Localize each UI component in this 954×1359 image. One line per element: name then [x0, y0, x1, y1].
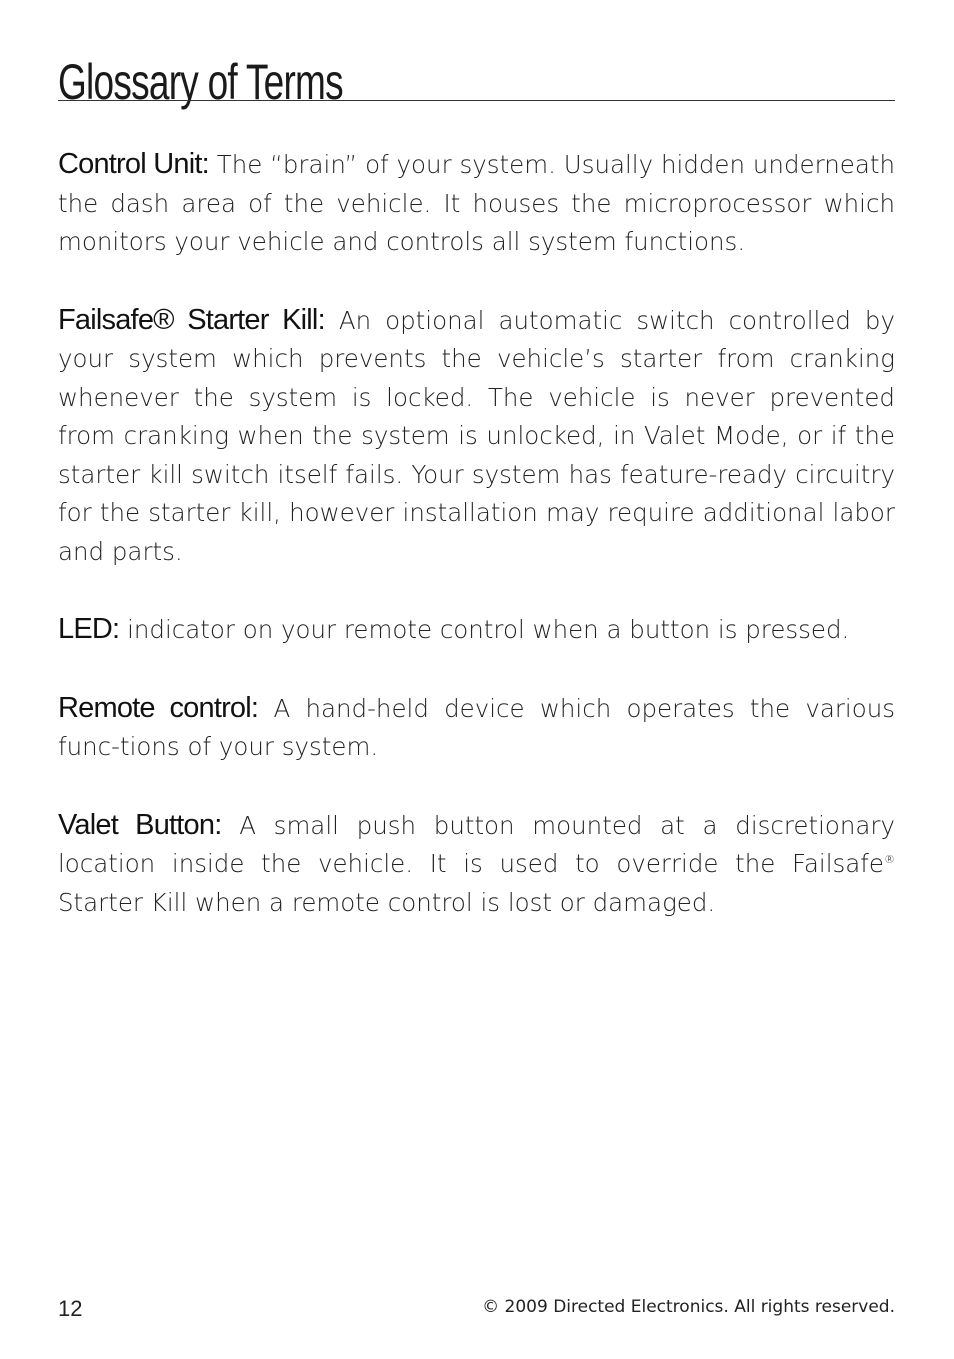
- glossary-entry-failsafe-starter-kill: [58, 301, 895, 572]
- term-description: The “brain” of your system. Usually hidden underneath the dash area of the vehicle. It houses the microprocessor which monitors your vehicle and controls all system functions.: [58, 150, 895, 256]
- glossary-list: [58, 145, 895, 961]
- title-divider: [58, 100, 895, 101]
- glossary-entry-led: [58, 610, 895, 650]
- term-label: Remote control:: [58, 691, 259, 724]
- glossary-entry-valet-button: [58, 806, 895, 923]
- term-description: An optional automatic switch controlled by your system which prevents the vehicle’s starter from cranking whenever the system is locked. The vehicle is never prevented from cranking when the system is unlocked, in Valet Mode, or if the starter kill switch itself fails. Your system has feature-ready circuitry for the starter kill, however installation may require additional labor and parts.: [58, 305, 895, 566]
- page-title: Glossary of Terms: [58, 54, 343, 110]
- page-number: 12: [58, 1296, 83, 1321]
- term-label: Failsafe® Starter Kill:: [58, 303, 325, 336]
- glossary-entry-remote-control: [58, 689, 895, 767]
- term-description: A hand-held device which operates the various func-tions of your system.: [58, 693, 896, 761]
- term-description-part: A small push button mounted at a discretionary location inside the vehicle. It is used to override the Failsafe: [58, 810, 895, 878]
- term-label: Control Unit:: [58, 148, 209, 180]
- term-description: indicator on your remote control when a button is pressed.: [127, 615, 850, 644]
- registered-mark: ®: [884, 852, 895, 866]
- term-label: LED:: [58, 613, 120, 645]
- glossary-entry-control-unit: [58, 145, 895, 262]
- term-label: Valet Button:: [58, 808, 222, 841]
- term-description-part: Starter Kill when a remote control is lost or damaged.: [58, 887, 716, 917]
- copyright-notice: © 2009 Directed Electronics. All rights reserved.: [482, 1297, 895, 1317]
